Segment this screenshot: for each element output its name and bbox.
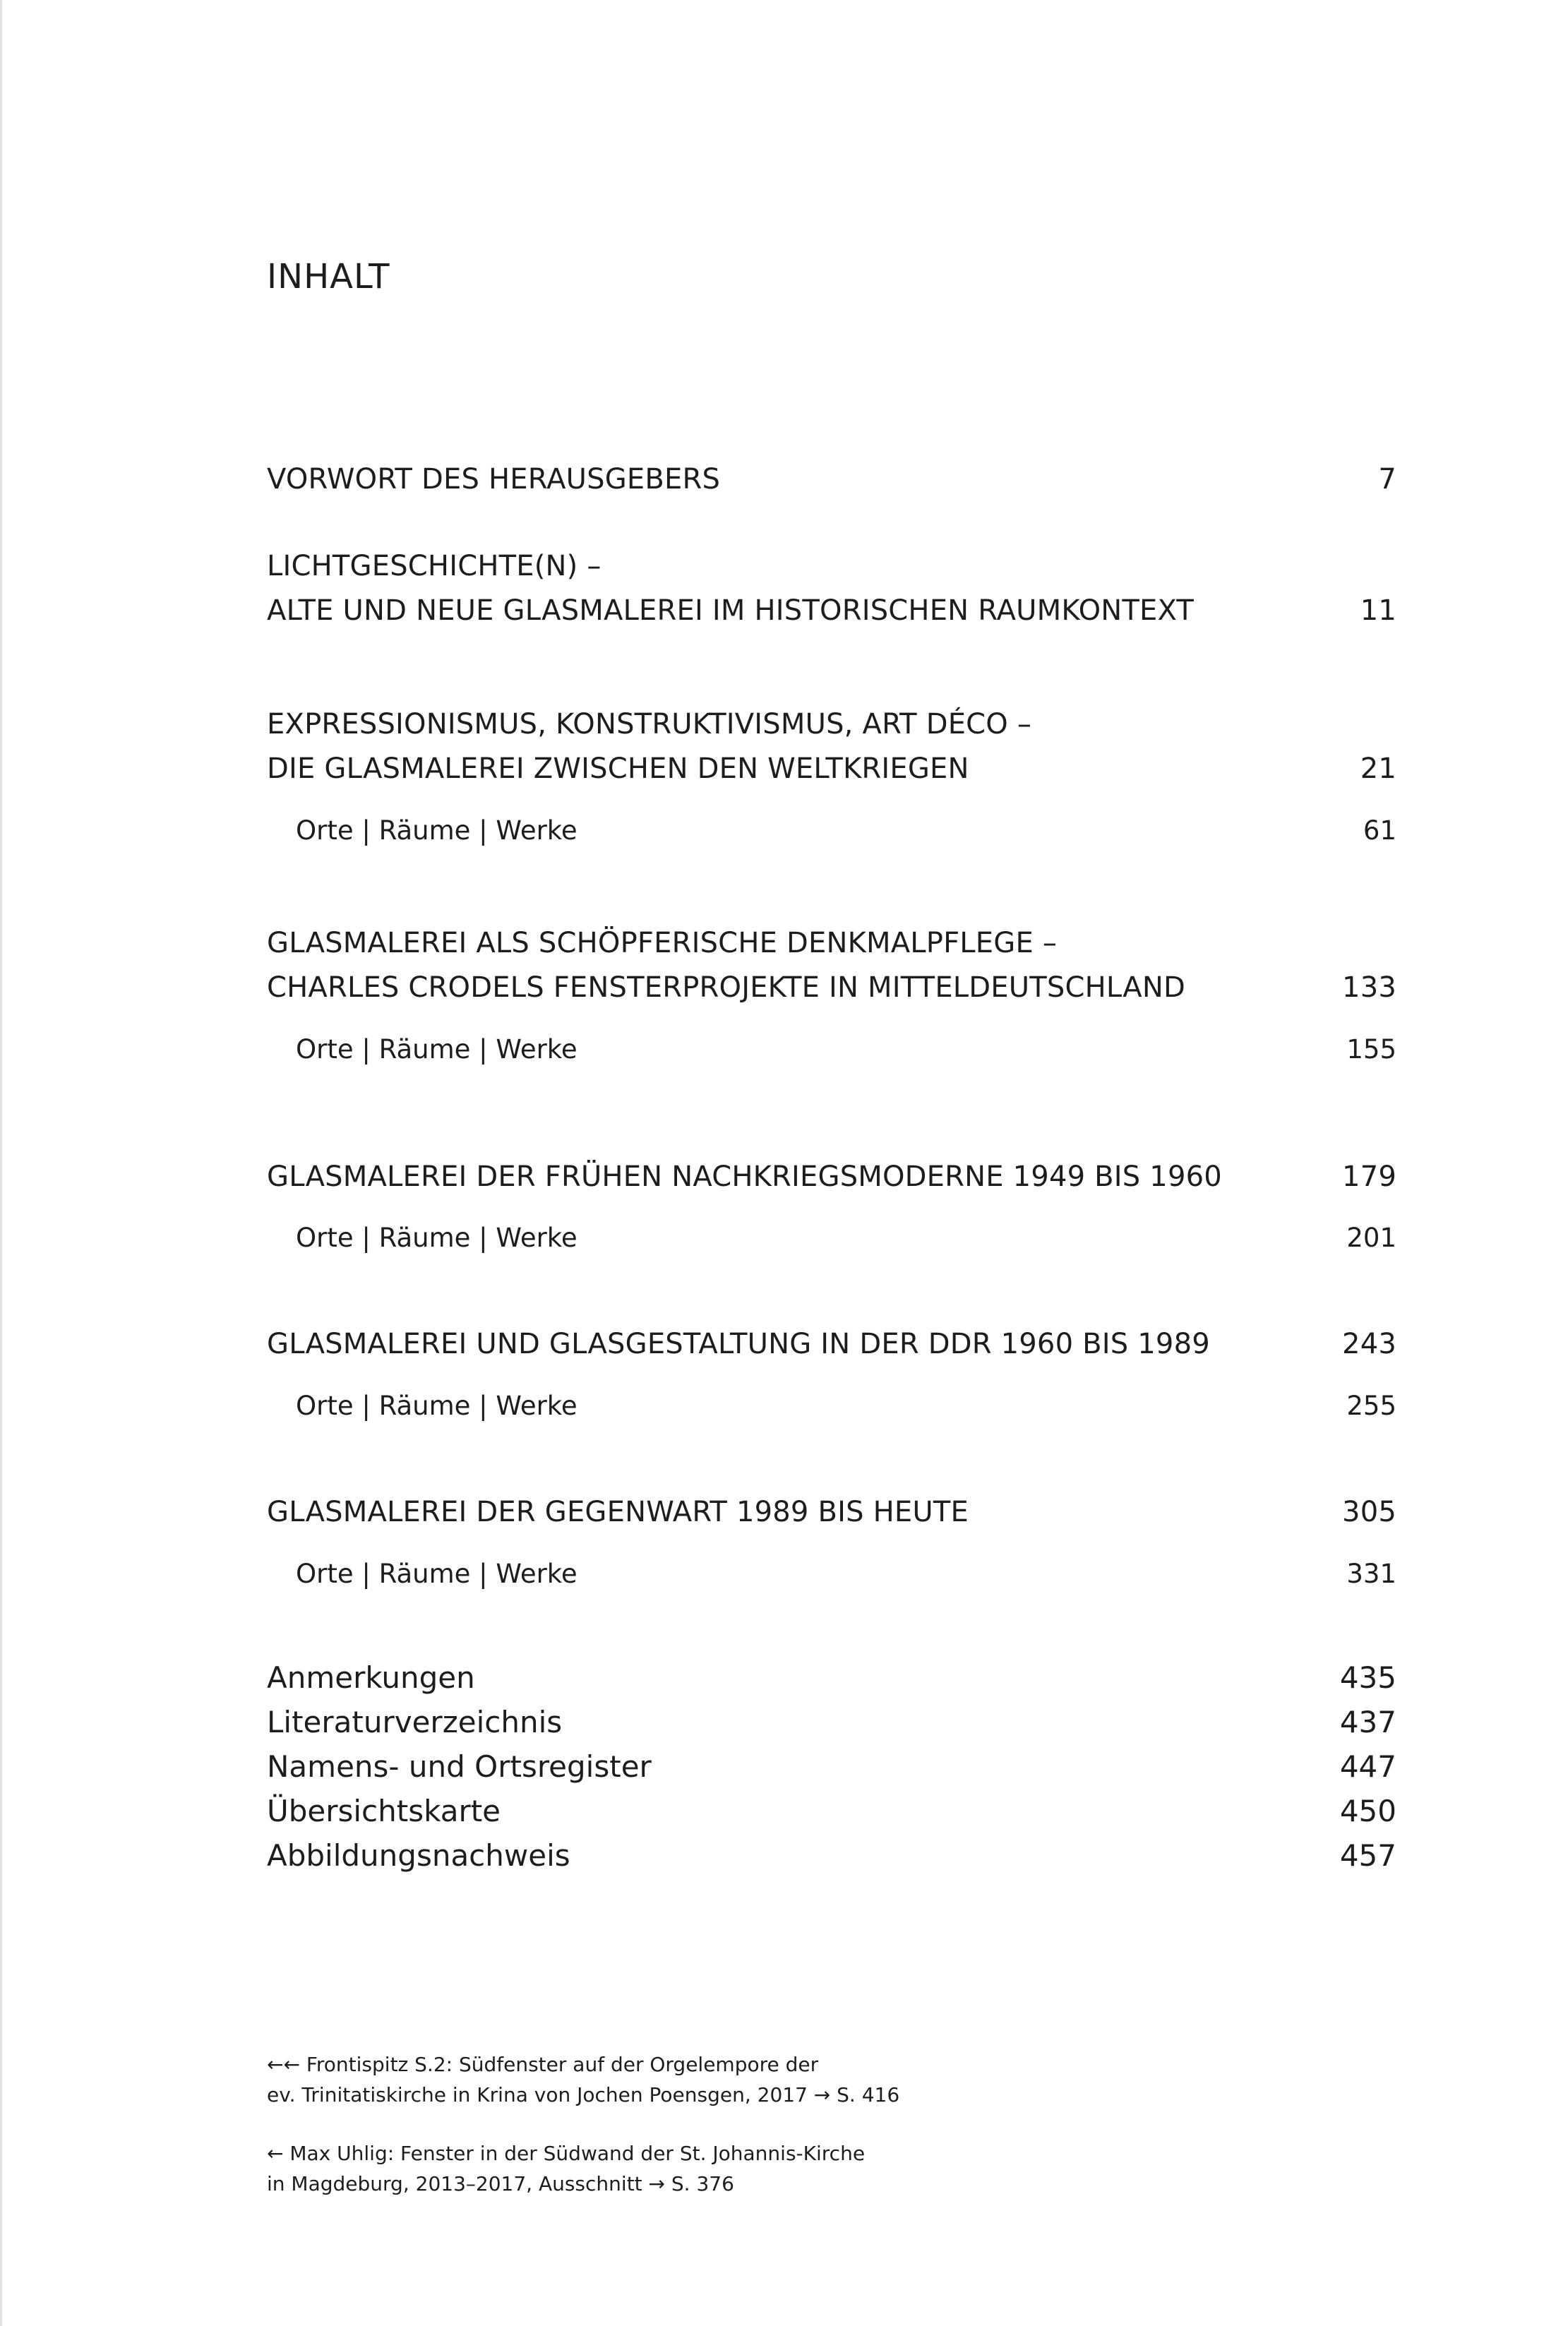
toc-entry-denkmalpflege-line1[interactable] xyxy=(267,921,1396,965)
toc-entry-title: GLASMALEREI DER GEGENWART 1989 BIS HEUTE xyxy=(267,1496,969,1528)
toc-entry-lichtgeschichten-line1[interactable] xyxy=(267,544,1396,588)
toc-page-number: 61 xyxy=(1363,815,1396,846)
toc-entry-title: CHARLES CRODELS FENSTERPROJEKTE IN MITTELDEUTSCHLAND xyxy=(267,971,1185,1004)
toc-page-number: 7 xyxy=(1378,463,1396,496)
toc-entry-lichtgeschichten[interactable] xyxy=(267,589,1396,633)
caption-line: ev. Trinitatiskirche in Krina von Jochen Poensgen, 2017 → S. 416 xyxy=(267,2083,900,2106)
toc-appendix-uebersichtskarte[interactable] xyxy=(267,1790,1396,1833)
toc-subentry-orte[interactable] xyxy=(267,1028,1396,1072)
caption-line: in Magdeburg, 2013–2017, Ausschnitt → S. 376 xyxy=(267,2172,734,2195)
toc-entry-nachkriegsmoderne[interactable] xyxy=(267,1155,1396,1199)
toc-entry-title: DIE GLASMALEREI ZWISCHEN DEN WELTKRIEGEN xyxy=(267,753,969,785)
toc-subentry-orte[interactable] xyxy=(267,1552,1396,1596)
toc-appendix-title: Anmerkungen xyxy=(267,1660,475,1695)
toc-appendix-anmerkungen[interactable] xyxy=(267,1656,1396,1700)
toc-subentry-title: Orte | Räume | Werke xyxy=(296,815,577,846)
toc-appendix-title: Abbildungsnachweis xyxy=(267,1838,570,1873)
page-edge xyxy=(0,0,2,2326)
toc-entry-title: LICHTGESCHICHTE(N) – xyxy=(267,550,602,582)
caption-uhlig xyxy=(267,2138,865,2199)
toc-entry-title: GLASMALEREI ALS SCHÖPFERISCHE DENKMALPFLEGE – xyxy=(267,927,1058,959)
toc-appendix-abbildungsnachweis[interactable] xyxy=(267,1834,1396,1878)
toc-entry-ddr[interactable] xyxy=(267,1322,1396,1366)
toc-page-number: 450 xyxy=(1339,1794,1396,1828)
toc-appendix-title: Übersichtskarte xyxy=(267,1794,501,1828)
toc-page-number: 179 xyxy=(1342,1161,1396,1193)
toc-page-number: 435 xyxy=(1339,1660,1396,1695)
toc-appendix-register[interactable] xyxy=(267,1745,1396,1789)
toc-subentry-orte[interactable] xyxy=(267,1384,1396,1428)
toc-entry-title: GLASMALEREI DER FRÜHEN NACHKRIEGSMODERNE 1949 BIS 1960 xyxy=(267,1161,1222,1193)
toc-page-number: 243 xyxy=(1342,1328,1396,1360)
toc-entry-title: ALTE UND NEUE GLASMALEREI IM HISTORISCHEN RAUMKONTEXT xyxy=(267,594,1195,627)
toc-entry-vorwort[interactable] xyxy=(267,457,1396,501)
page-title: INHALT xyxy=(267,257,390,296)
toc-subentry-title: Orte | Räume | Werke xyxy=(296,1559,577,1589)
toc-entry-gegenwart[interactable] xyxy=(267,1490,1396,1534)
caption-line: ← Max Uhlig: Fenster in der Südwand der St. Johannis-Kirche xyxy=(267,2142,866,2165)
toc-subentry-title: Orte | Räume | Werke xyxy=(296,1223,577,1253)
toc-page-number: 255 xyxy=(1346,1391,1396,1421)
toc-entry-expressionismus-line1[interactable] xyxy=(267,702,1396,746)
toc-appendix-title: Literaturverzeichnis xyxy=(267,1705,563,1739)
toc-appendix-title: Namens- und Ortsregister xyxy=(267,1749,652,1784)
toc-subentry-orte[interactable] xyxy=(267,809,1396,853)
caption-line: ←← Frontispitz S.2: Südfenster auf der Orgelempore der xyxy=(267,2053,819,2076)
toc-page-number: 457 xyxy=(1339,1838,1396,1873)
toc-page-number: 21 xyxy=(1360,753,1396,785)
toc-entry-title: EXPRESSIONISMUS, KONSTRUKTIVISMUS, ART DÉCO – xyxy=(267,708,1032,741)
toc-entry-title: VORWORT DES HERAUSGEBERS xyxy=(267,463,721,496)
toc-entry-denkmalpflege[interactable] xyxy=(267,966,1396,1009)
toc-page-number: 437 xyxy=(1339,1705,1396,1739)
toc-subentry-title: Orte | Räume | Werke xyxy=(296,1034,577,1065)
toc-appendix-literaturverzeichnis[interactable] xyxy=(267,1701,1396,1744)
toc-page-number: 155 xyxy=(1346,1034,1396,1065)
toc-subentry-orte[interactable] xyxy=(267,1216,1396,1260)
toc-subentry-title: Orte | Räume | Werke xyxy=(296,1391,577,1421)
toc-page-number: 133 xyxy=(1342,971,1396,1004)
caption-frontispiz xyxy=(267,2049,899,2110)
toc-page-number: 331 xyxy=(1346,1559,1396,1589)
toc-page-number: 305 xyxy=(1342,1496,1396,1528)
toc-entry-title: GLASMALEREI UND GLASGESTALTUNG IN DER DDR 1960 BIS 1989 xyxy=(267,1328,1210,1360)
toc-page-number: 11 xyxy=(1360,594,1396,627)
toc-page-number: 201 xyxy=(1346,1223,1396,1253)
toc-page-number: 447 xyxy=(1339,1749,1396,1784)
toc-entry-expressionismus[interactable] xyxy=(267,747,1396,791)
